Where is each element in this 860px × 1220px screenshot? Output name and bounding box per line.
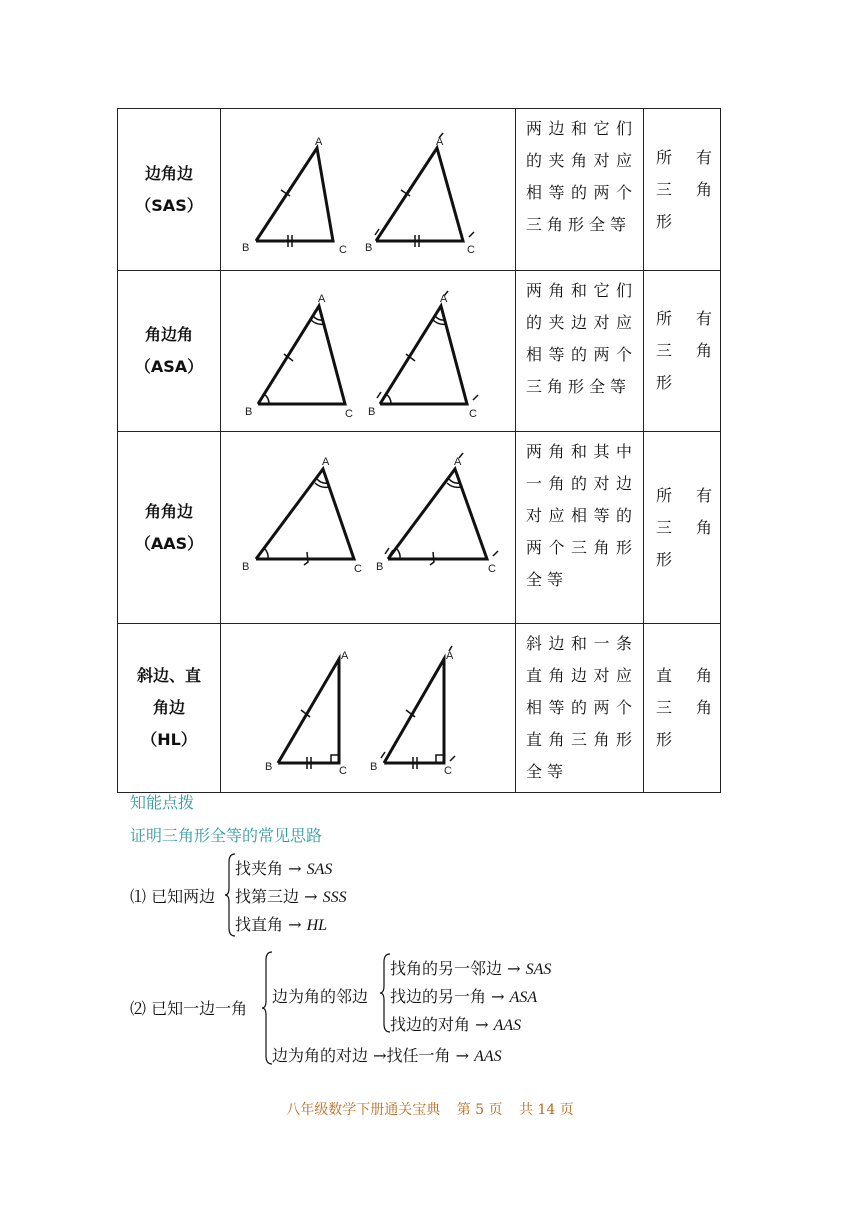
asa-figure	[221, 272, 516, 430]
rule-condition: 斜边和一条直角边对应相等的两个直角三角形全等	[516, 624, 644, 793]
case2-label: ⑵ 已知一边一角	[130, 999, 248, 1018]
case1-item: 找第三边 → SSS	[235, 887, 347, 906]
rule-name: 边角边 （SAS）	[118, 109, 221, 271]
vertex-label: B	[242, 560, 250, 573]
vertex-label: A	[341, 649, 349, 662]
vertex-label: B	[376, 560, 384, 573]
rule-condition: 两角和其中一角的对边对应相等的两个三角形全等	[516, 432, 644, 624]
vertex-label: B	[265, 760, 273, 773]
vertex-label: C	[469, 408, 477, 420]
vertex-label: C	[467, 243, 475, 256]
figure-cell	[221, 432, 516, 624]
vertex-label: A	[436, 135, 444, 148]
vertex-label: B	[245, 406, 253, 418]
vertex-label: C	[339, 243, 347, 256]
table-row	[118, 432, 721, 624]
rule-condition: 两角和它们的夹边对应相等的两个三角形全等	[516, 271, 644, 432]
page-footer: 八年级数学下册通关宝典 第 5 页 共 14 页	[286, 1102, 574, 1118]
rule-scope: 所 有 三 角 形	[644, 109, 721, 271]
vertex-label: B	[242, 241, 250, 254]
tips-heading: 知能点拨	[130, 793, 195, 812]
rule-condition: 两边和它们的夹角对应相等的两个三角形全等	[516, 109, 644, 271]
case1-label: ⑴ 已知两边	[130, 887, 216, 906]
vertex-label: B	[365, 241, 373, 254]
vertex-label: C	[345, 408, 353, 420]
table-row	[118, 109, 721, 271]
tips-subheading: 证明三角形全等的常见思路	[130, 826, 323, 845]
rule-scope: 所 有 三 角 形	[644, 271, 721, 432]
vertex-label: B	[368, 406, 376, 418]
adjacent-case: 边为角的邻边	[272, 987, 369, 1006]
hl-figure	[221, 629, 516, 788]
rule-scope: 直 角 三 角 形	[644, 624, 721, 793]
vertex-label: A	[440, 293, 448, 305]
aas-figure	[221, 433, 516, 623]
rule-scope: 所 有 三 角 形	[644, 432, 721, 624]
vertex-label: A	[322, 455, 330, 468]
figure-cell	[221, 624, 516, 793]
figure-cell	[221, 271, 516, 432]
rule-name: 斜边、直 角边 （HL）	[118, 624, 221, 793]
case1-item: 找夹角 → SAS	[235, 859, 333, 878]
vertex-label: A	[318, 293, 326, 305]
adjacent-item: 找边的另一角 → ASA	[390, 987, 538, 1006]
vertex-label: A	[454, 455, 462, 468]
table-row	[118, 271, 721, 432]
congruence-rules-table	[117, 108, 721, 793]
vertex-label: C	[488, 562, 496, 575]
vertex-label: B	[370, 760, 378, 773]
vertex-label: C	[339, 764, 347, 777]
vertex-label: C	[354, 562, 362, 575]
vertex-label: C	[444, 764, 452, 777]
figure-cell	[221, 109, 516, 271]
vertex-label: A	[315, 135, 323, 148]
sas-figure	[221, 110, 516, 270]
rule-name: 角角边 （AAS）	[118, 432, 221, 624]
case1-item: 找直角 → HL	[235, 915, 328, 934]
opposite-case: 边为角的对边 →找任一角 → AAS	[272, 1046, 502, 1065]
table-row	[118, 624, 721, 793]
adjacent-item: 找角的另一邻边 → SAS	[390, 959, 552, 978]
adjacent-item: 找边的对角 → AAS	[390, 1015, 522, 1034]
rule-name: 角边角 （ASA）	[118, 271, 221, 432]
vertex-label: A	[446, 649, 454, 662]
